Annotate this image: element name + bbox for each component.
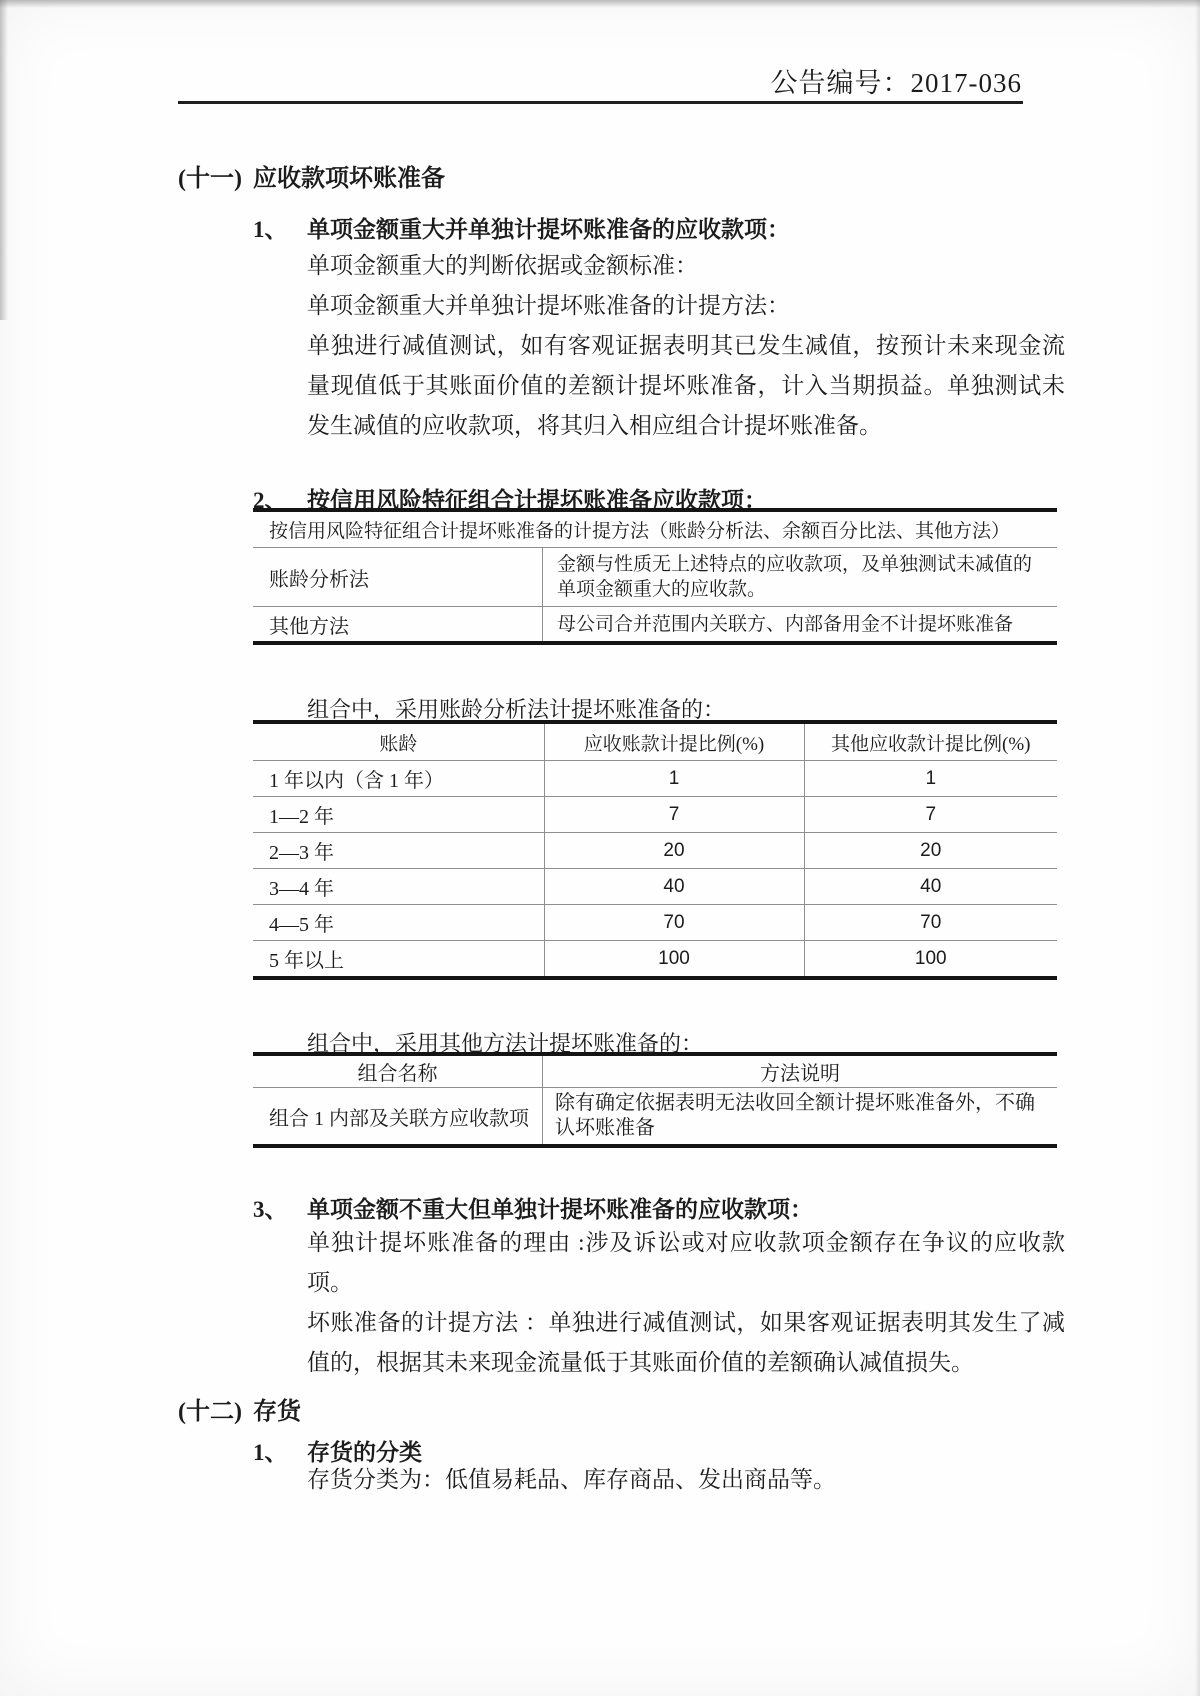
aging-cell: 5 年以上 (269, 950, 344, 972)
aging-cell: 1—2 年 (269, 806, 334, 828)
inventory-item-1-title: 存货的分类 (307, 1440, 422, 1465)
table-row (253, 761, 1057, 797)
item-3-number: 3、 (253, 1197, 288, 1222)
scan-edge-artifact-left (0, 0, 8, 320)
scan-edge-artifact-right (1195, 0, 1200, 1696)
aging-cell: 2—3 年 (269, 842, 334, 864)
aging-cell: 1 年以内（含 1 年） (269, 770, 444, 792)
inventory-paragraphs (307, 1460, 1065, 1500)
table-header-row (253, 1056, 1057, 1087)
column-header-aging: 账龄 (379, 733, 418, 755)
table-header-row (253, 724, 1057, 761)
column-header-method-desc: 方法说明 (542, 1056, 1057, 1087)
aging-cell: 3—4 年 (269, 878, 334, 900)
paragraph: 坏账准备的计提方法 ：单独进行减值测试，如果客观证据表明其发生了减值的，根据其未来现金流量低于其账面价值的差额确认减值损失。 (307, 1310, 1065, 1375)
item-2-title: 按信用风险特征组合计提坏账准备应收款项： (307, 488, 767, 513)
column-header-portfolio-name: 组合名称 (357, 1063, 438, 1085)
method-name-cell: 其他方法 (269, 615, 349, 638)
method-name-cell: 账龄分析法 (269, 568, 369, 591)
ratio-cell: 7 (804, 797, 1057, 833)
aging-table-intro: 组合中，采用账龄分析法计提坏账准备的： (307, 697, 726, 722)
aging-analysis-table (253, 720, 1057, 980)
other-method-table (253, 1052, 1057, 1148)
ratio-cell: 70 (544, 905, 804, 941)
method-desc-cell: 除有确定依据表明无法收回全额计提坏账准备外，不确认坏账准备 (542, 1088, 1057, 1144)
table-row (253, 1087, 1057, 1144)
item-3-paragraphs (307, 1223, 1065, 1383)
aging-cell: 4—5 年 (269, 914, 334, 936)
item-2-number: 2、 (253, 488, 288, 513)
other-method-table-intro: 组合中，采用其他方法计提坏账准备的： (307, 1031, 704, 1056)
ratio-cell: 20 (544, 833, 804, 869)
item-1-title: 单项金额重大并单独计提坏账准备的应收款项： (307, 217, 790, 242)
section-11-title: 应收款项坏账准备 (253, 166, 445, 192)
paragraph: 单独计提坏账准备的理由 :涉及诉讼或对应收款项金额存在争议的应收款项。 (307, 1230, 1065, 1295)
header-rule (178, 101, 1023, 104)
paragraph: 单项金额重大的判断依据或金额标准： (307, 253, 698, 278)
ratio-cell: 1 (804, 761, 1057, 797)
section-12-title: 存货 (253, 1399, 301, 1425)
portfolio-name-cell: 组合 1 内部及关联方应收款项 (269, 1107, 529, 1130)
section-11-label: (十一) (178, 166, 242, 192)
ratio-cell: 40 (804, 869, 1057, 905)
ratio-cell: 20 (804, 833, 1057, 869)
table-row (253, 833, 1057, 869)
method-table-span-row: 按信用风险特征组合计提坏账准备的计提方法（账龄分析法、余额百分比法、其他方法） (269, 521, 1011, 542)
method-desc-cell: 金额与性质无上述特点的应收款项，及单独测试未减值的单项金额重大的应收款。 (542, 548, 1057, 606)
ratio-cell: 1 (544, 761, 804, 797)
column-header-ar-ratio: 应收账款计提比例(%) (544, 724, 804, 761)
section-12-label: (十二) (178, 1399, 242, 1425)
table-row (253, 797, 1057, 833)
inventory-item-1-number: 1、 (253, 1440, 288, 1465)
ratio-cell: 70 (804, 905, 1057, 941)
table-row (253, 869, 1057, 905)
announcement-number: 公告编号：2017-036 (770, 68, 1022, 98)
table-row (253, 606, 1057, 641)
table-row (253, 905, 1057, 941)
scan-edge-artifact-top (0, 0, 1200, 8)
paragraph: 单项金额重大并单独计提坏账准备的计提方法： (307, 293, 790, 318)
method-desc-cell: 母公司合并范围内关联方、内部备用金不计提坏账准备 (542, 607, 1057, 641)
ratio-cell: 7 (544, 797, 804, 833)
paragraph: 存货分类为：低值易耗品、库存商品、发出商品等。 (307, 1467, 836, 1492)
paragraph: 单独进行减值测试，如有客观证据表明其已发生减值，按预计未来现金流量现值低于其账面价值的差额计提坏账准备，计入当期损益。单独测试未发生减值的应收款项，将其归入相应组合计提坏账准备。 (307, 333, 1065, 438)
table-row (253, 941, 1057, 977)
item-1-paragraphs (307, 246, 1065, 446)
item-1-number: 1、 (253, 217, 288, 242)
item-3-title: 单项金额不重大但单独计提坏账准备的应收款项： (307, 1197, 813, 1222)
credit-risk-method-table (253, 508, 1057, 645)
column-header-other-ratio: 其他应收款计提比例(%) (804, 724, 1057, 761)
table-row (253, 547, 1057, 606)
ratio-cell: 40 (544, 869, 804, 905)
ratio-cell: 100 (804, 941, 1057, 977)
ratio-cell: 100 (544, 941, 804, 977)
